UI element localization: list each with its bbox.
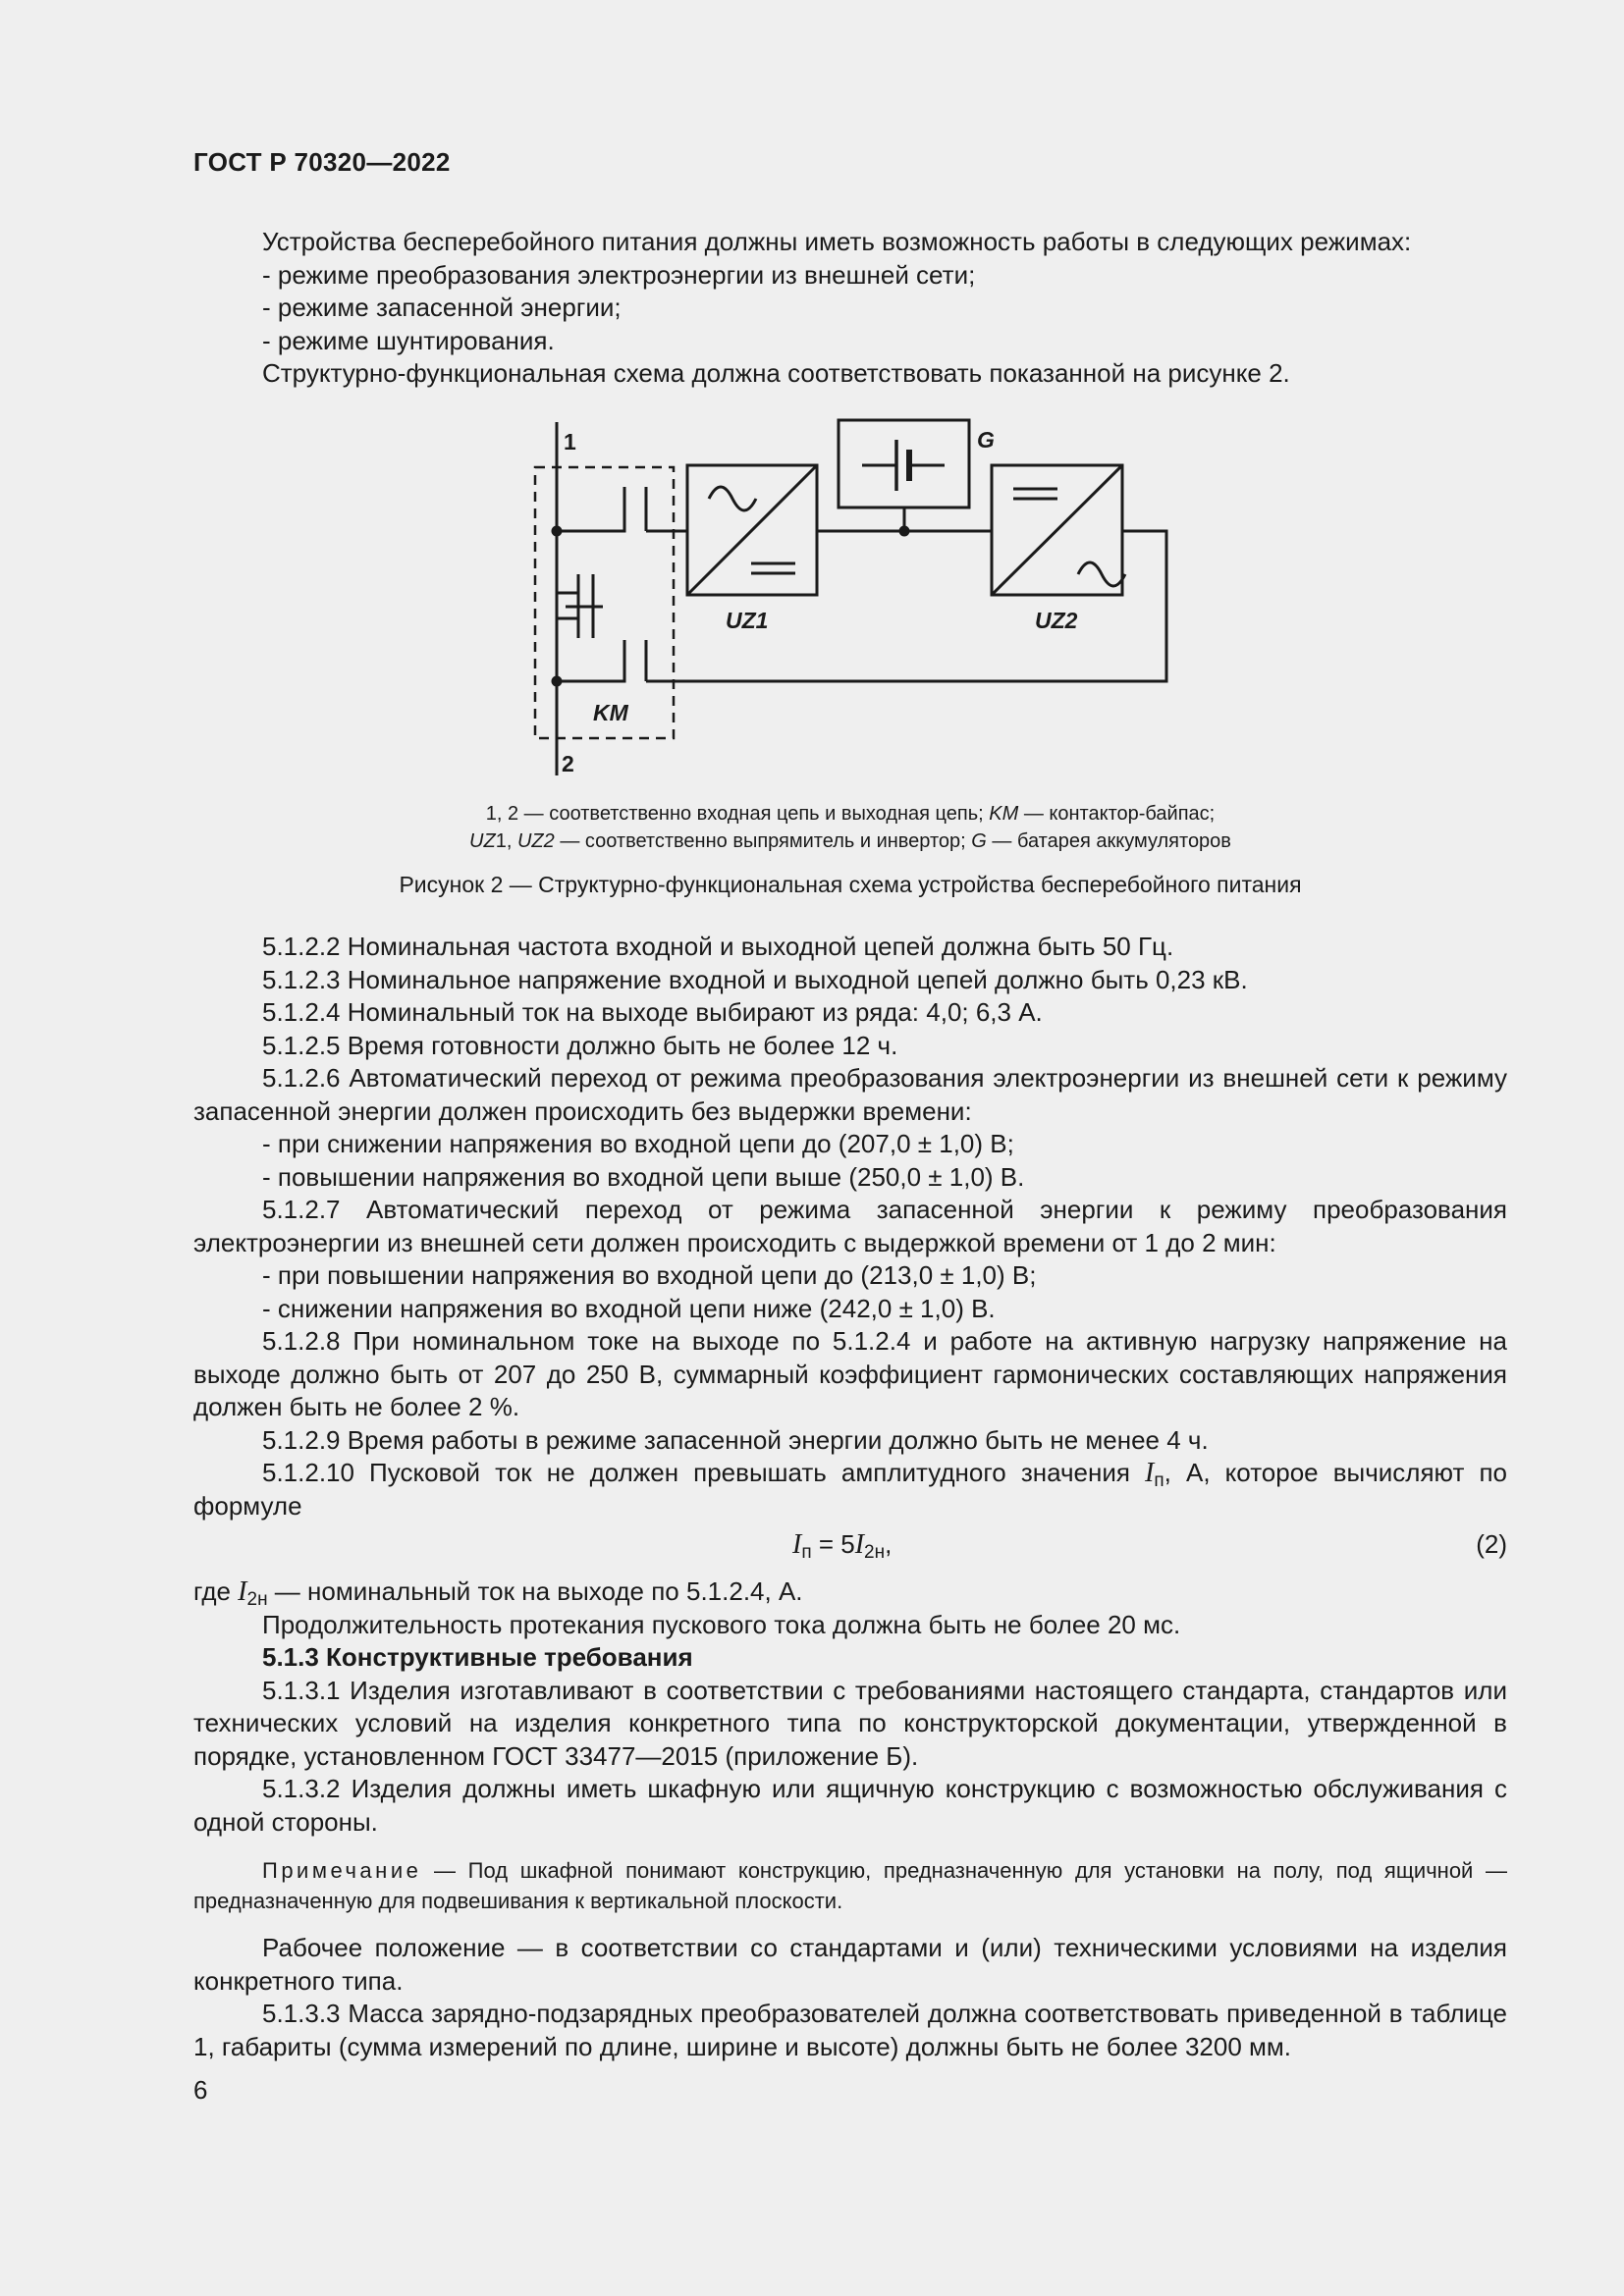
output-return-line bbox=[646, 531, 1166, 681]
note-paragraph: Примечание — Под шкафной понимают конструкцию, предназначенную для установки на полу, под ящичной — предназначенную для подвешивания к вертикальной плоскости. bbox=[193, 1858, 1507, 1913]
note-block bbox=[193, 1855, 1507, 1916]
battery-box bbox=[839, 420, 969, 507]
section-5-1-3-continued bbox=[193, 1932, 1507, 2063]
lower-branch-line bbox=[557, 640, 624, 681]
junction-dot-battery bbox=[899, 526, 910, 537]
para-5-1-3-2: 5.1.3.2 Изделия должны иметь шкафную или ящичную конструкцию с возможностью обслуживания с одной стороны. bbox=[193, 1774, 1507, 1837]
section-5-1-2 bbox=[193, 931, 1507, 1522]
para-5-1-2-9: 5.1.2.9 Время работы в режиме запасенной энергии должно быть не менее 4 ч. bbox=[262, 1424, 1209, 1455]
junction-dot-lower bbox=[552, 676, 563, 687]
page-number: 6 bbox=[193, 2075, 208, 2105]
junction-dot-upper bbox=[552, 526, 563, 537]
document-header: ГОСТ Р 70320—2022 bbox=[193, 147, 451, 177]
intro-item-3: - режиме шунтирования. bbox=[262, 325, 555, 355]
uz1-diagonal bbox=[687, 465, 817, 595]
node-1-label: 1 bbox=[564, 429, 576, 454]
formula-expression: $I_п = 5I_{2н}$, bbox=[792, 1529, 893, 1563]
list-item-drop-242: - снижении напряжения во входной цепи ниже (242,0 ± 1,0) В. bbox=[262, 1293, 996, 1323]
upper-branch-line bbox=[557, 487, 624, 531]
para-5-1-2-5: 5.1.2.5 Время готовности должно быть не более 12 ч. bbox=[262, 1030, 898, 1060]
intro-figure-reference: Структурно-функциональная схема должна соответствовать показанной на рисунке 2. bbox=[262, 358, 1290, 388]
para-working-position: Рабочее положение — в соответствии со стандартами и (или) техническими условиями на изделия конкретного типа. bbox=[193, 1933, 1507, 1996]
where-clause: где $I_{2н}$ — номинальный ток на выходе по 5.1.2.4, А. bbox=[193, 1576, 803, 1610]
intro-paragraph: Устройства бесперебойного питания должны иметь возможность работы в следующих режимах: bbox=[262, 227, 1412, 256]
km-label: KM bbox=[593, 700, 628, 725]
note-label: Примечание bbox=[262, 1858, 422, 1883]
legend-line-2: UZ1, UZ2 — соответственно выпрямитель и инвертор; G — батарея аккумуляторов bbox=[469, 830, 1231, 852]
inrush-duration: Продолжительность протекания пускового тока должна быть не более 20 мс. bbox=[262, 1609, 1181, 1639]
intro-item-1: - режиме преобразования электроэнергии из внешней сети; bbox=[262, 259, 976, 290]
uz2-ac-symbol bbox=[1078, 562, 1125, 586]
list-item-rise-250: - повышении напряжения во входной цепи выше (250,0 ± 1,0) В. bbox=[262, 1161, 1025, 1192]
ups-diagram bbox=[511, 412, 1178, 785]
intro-item-2: - режиме запасенной энергии; bbox=[262, 293, 622, 322]
bypass-left-line bbox=[557, 574, 578, 593]
list-item-drop-207: - при снижении напряжения во входной цепи до (207,0 ± 1,0) В; bbox=[262, 1129, 1014, 1158]
para-5-1-2-8: 5.1.2.8 При номинальном токе на выходе по 5.1.2.4 и работе на активную нагрузку напряжение на выходе должно быть от 207 до 250 В, суммарный коэффициент гармонических составляющих напряжения должен быть не более 2 %. bbox=[193, 1326, 1507, 1421]
para-5-1-2-3: 5.1.2.3 Номинальное напряжение входной и выходной цепей должно быть 0,23 кВ. bbox=[262, 964, 1248, 994]
para-5-1-2-10: 5.1.2.10 Пусковой ток не должен превышать амплитудного значения $I_п$, А, которое вычисляют по формуле bbox=[193, 1458, 1508, 1521]
uz1-ac-symbol bbox=[709, 487, 756, 510]
figure-caption: Рисунок 2 — Структурно-функциональная схема устройства бесперебойного питания bbox=[399, 872, 1302, 897]
figure-legend bbox=[193, 800, 1507, 855]
intro-block bbox=[193, 226, 1507, 391]
uz1-label: UZ1 bbox=[726, 608, 769, 633]
para-5-1-2-2: 5.1.2.2 Номинальная частота входной и выходной цепей должна быть 50 Гц. bbox=[262, 932, 1174, 961]
para-5-1-3-3: 5.1.3.3 Масса зарядно-подзарядных преобразователей должна соответствовать приведенной в таблице 1, габариты (сумма измерений по длине, ширине и высоте) должны быть не более 3200 мм. bbox=[193, 1999, 1507, 2061]
section-after-formula bbox=[193, 1575, 1507, 1839]
para-5-1-3-1: 5.1.3.1 Изделия изготавливают в соответствии с требованиями настоящего стандарта, стандартов или технических условий на изделия конкретного типа по конструкторской документации, утвержденной в порядке, установленном ГОСТ 33477—2015 (приложение Б). bbox=[193, 1675, 1507, 1771]
node-2-label: 2 bbox=[562, 751, 574, 776]
para-5-1-2-7: 5.1.2.7 Автоматический переход от режима запасенной энергии к режиму преобразования электроэнергии из внешней сети должен происходить с выдержкой времени от 1 до 2 мин: bbox=[193, 1195, 1507, 1257]
para-5-1-2-4: 5.1.2.4 Номинальный ток на выходе выбирают из ряда: 4,0; 6,3 А. bbox=[262, 997, 1043, 1027]
formula-number: (2) bbox=[1476, 1529, 1507, 1559]
ups-diagram-svg bbox=[511, 412, 1178, 785]
battery-label: G bbox=[977, 427, 995, 453]
para-5-1-2-6: 5.1.2.6 Автоматический переход от режима преобразования электроэнергии из внешней сети к режиму запасенной энергии должен происходить без выдержки времени: bbox=[193, 1063, 1507, 1126]
section-5-1-3-title: 5.1.3 Конструктивные требования bbox=[262, 1642, 693, 1672]
list-item-rise-213: - при повышении напряжения во входной цепи до (213,0 ± 1,0) В; bbox=[262, 1260, 1037, 1290]
uz2-label: UZ2 bbox=[1035, 608, 1078, 633]
legend-line-1: 1, 2 — соответственно входная цепь и выходная цепь; KM — контактор-байпас; bbox=[485, 803, 1216, 825]
